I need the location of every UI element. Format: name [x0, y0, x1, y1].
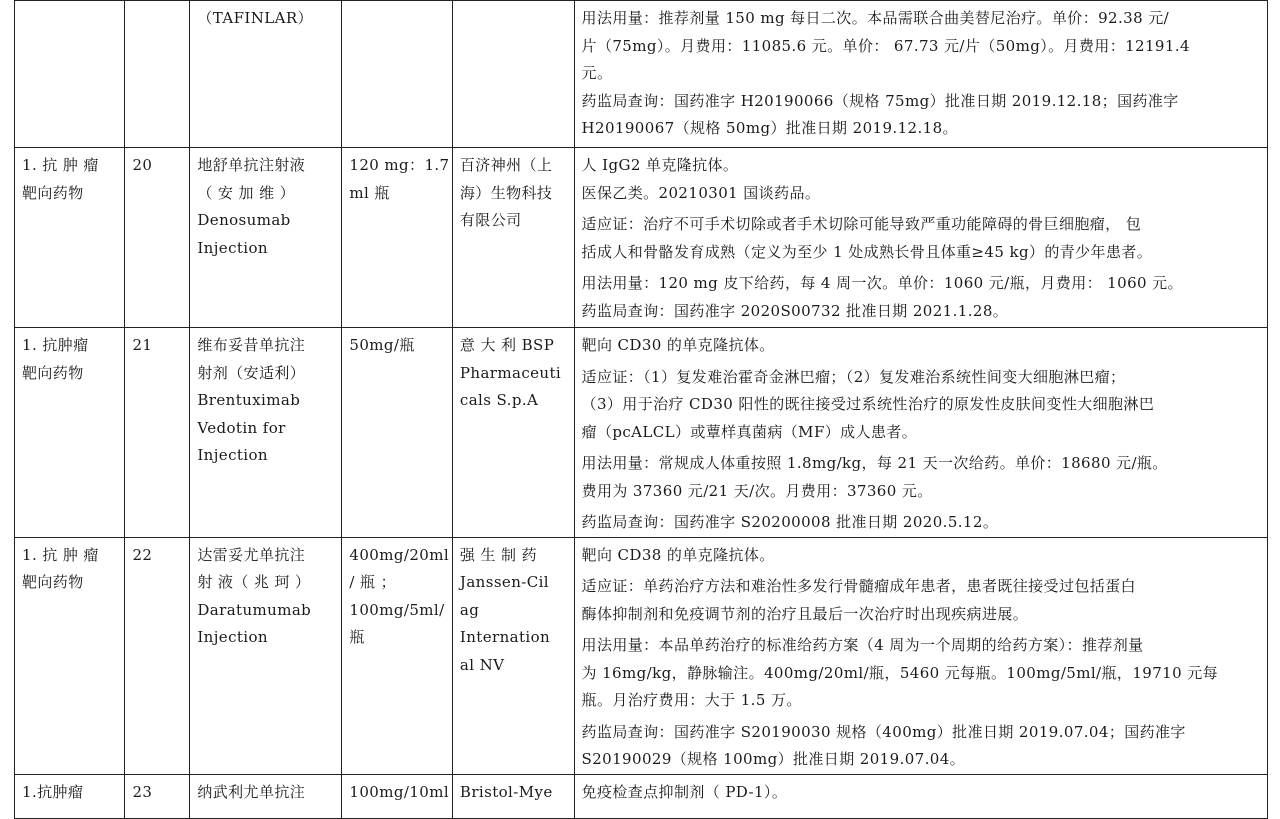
- drug-line: 射剂（安适利）: [197, 363, 306, 382]
- desc-line: 药监局查询：国药准字 S20190030 规格（400mg）批准日期 2019.07.04；国药准字: [581, 722, 1186, 741]
- table-row: [15, 328, 1268, 538]
- desc-line: 医保乙类。20210301 国谈药品。: [581, 183, 821, 202]
- spec-line: ml 瓶: [349, 183, 390, 202]
- desc-line: 瘤（pcALCL）或蕈样真菌病（MF）成人患者。: [581, 422, 918, 441]
- manufacturer-cell: [452, 148, 574, 328]
- drug-line: Vedotin for: [197, 418, 286, 437]
- table-row: [15, 774, 1268, 818]
- drug-line: Injection: [197, 628, 268, 646]
- description-cell: [574, 1, 1267, 148]
- drug-line: （TAFINLAR）: [197, 9, 313, 27]
- desc-line: 用法用量：120 mg 皮下给药，每 4 周一次。单价：1060 元/瓶，月费用： 1060 元。: [581, 274, 1183, 292]
- spec-line: 瓶: [349, 628, 365, 646]
- maker-line: Bristol-Mye: [459, 782, 553, 801]
- category-line: 1. 抗 肿 瘤: [22, 156, 99, 174]
- desc-line: 药监局查询：国药准字 2020S00732 批准日期 2021.1.28。: [581, 301, 1009, 320]
- drug-table-body: [15, 1, 1268, 819]
- drug-line: 射 液（ 兆 珂 ）: [197, 573, 311, 591]
- drug-table: [14, 0, 1268, 819]
- manufacturer-cell: [452, 1, 574, 148]
- desc-line: 费用为 37360 元/21 天/次。月费用：37360 元。: [581, 481, 933, 500]
- desc-line: 用法用量：推荐剂量 150 mg 每日二次。本品需联合曲美替尼治疗。单价：92.38 元/: [581, 9, 1170, 27]
- specification-cell: [342, 1, 452, 148]
- maker-line: 百济神州（上: [459, 156, 553, 174]
- number-value: 23: [132, 782, 153, 801]
- manufacturer-cell: [452, 328, 574, 538]
- maker-line: 强 生 制 药: [459, 545, 538, 564]
- number-value: 20: [132, 156, 153, 174]
- number-cell: [125, 537, 190, 774]
- category-line: 1. 抗 肿 瘤: [22, 545, 99, 564]
- desc-line: 用法用量：本品单药治疗的标准给药方案（4 周为一个周期的给药方案）：推荐剂量: [581, 636, 1144, 654]
- maker-line: 海）生物科技: [459, 183, 553, 202]
- specification-cell: [342, 148, 452, 328]
- maker-line: Internation: [459, 628, 551, 646]
- desc-line: 适应证：（1）复发难治霍奇金淋巴瘤；（2）复发难治系统性间变大细胞淋巴瘤；: [581, 367, 1126, 386]
- drug-line: Brentuximab: [197, 391, 301, 409]
- description-cell: [574, 148, 1267, 328]
- specification-cell: [342, 537, 452, 774]
- maker-line: al NV: [459, 655, 505, 674]
- drug-line: 地舒单抗注射液: [197, 156, 306, 174]
- desc-line: 人 IgG2 单克隆抗体。: [581, 156, 739, 174]
- number-cell: [125, 1, 190, 148]
- category-line: 1. 抗肿瘤: [22, 336, 89, 354]
- category-cell: [15, 537, 125, 774]
- table-row: [15, 1, 1268, 148]
- desc-line: 括成人和骨骼发育成熟（定义为至少 1 处成熟长骨且体重≥45 kg）的青少年患者。: [581, 242, 1153, 261]
- drug-line: （ 安 加 维 ）: [197, 183, 296, 202]
- maker-line: Pharmaceuti: [459, 363, 562, 382]
- maker-line: ag: [459, 600, 480, 619]
- spec-line: 400mg/20ml: [349, 545, 450, 564]
- category-line: 靶向药物: [22, 573, 84, 591]
- desc-line: 用法用量：常规成人体重按照 1.8mg/kg，每 21 天一次给药。单价：18680 元/瓶。: [581, 454, 1168, 472]
- drug-line: 维布妥昔单抗注: [197, 336, 306, 354]
- desc-line: 药监局查询：国药准字 S20200008 批准日期 2020.5.12。: [581, 513, 999, 531]
- desc-line: 瓶。月治疗费用：大于 1.5 万。: [581, 691, 802, 709]
- drug-line: 达雷妥尤单抗注: [197, 545, 306, 564]
- drug-line: Injection: [197, 238, 268, 257]
- drug-line: Daratumumab: [197, 600, 312, 619]
- category-cell: [15, 328, 125, 538]
- number-cell: [125, 148, 190, 328]
- description-cell: [574, 774, 1267, 818]
- number-value: 22: [132, 545, 153, 564]
- category-line: 靶向药物: [22, 183, 84, 202]
- table-row: [15, 148, 1268, 328]
- spec-line: 100mg/10ml: [349, 782, 450, 801]
- category-cell: [15, 1, 125, 148]
- manufacturer-cell: [452, 774, 574, 818]
- maker-line: 有限公司: [459, 211, 522, 229]
- drug-name-cell: [190, 328, 342, 538]
- manufacturer-cell: [452, 537, 574, 774]
- desc-line: 片（75mg）。月费用：11085.6 元。单价： 67.73 元/片（50mg）。月费用：12191.4: [581, 36, 1190, 55]
- drug-name-cell: [190, 1, 342, 148]
- maker-line: cals S.p.A: [459, 391, 539, 409]
- specification-cell: [342, 774, 452, 818]
- description-cell: [574, 328, 1267, 538]
- drug-table-page: [14, 0, 1268, 819]
- desc-line: 药监局查询：国药准字 H20190066（规格 75mg）批准日期 2019.12.18；国药准字: [581, 91, 1179, 110]
- category-line: 靶向药物: [22, 363, 84, 382]
- desc-line: 元。: [581, 64, 613, 82]
- desc-line: 免疫检查点抑制剂（ PD-1）。: [581, 782, 788, 801]
- table-row: [15, 537, 1268, 774]
- maker-line: 意 大 利 BSP: [459, 336, 555, 354]
- desc-line: 靶向 CD38 的单克隆抗体。: [581, 545, 775, 564]
- category-cell: [15, 148, 125, 328]
- number-cell: [125, 774, 190, 818]
- specification-cell: [342, 328, 452, 538]
- desc-line: 适应证：单药治疗方法和难治性多发行骨髓瘤成年患者，患者既往接受过包括蛋白: [581, 577, 1136, 595]
- desc-line: 为 16mg/kg，静脉输注。400mg/20ml/瓶，5460 元每瓶。100mg/5ml/瓶，19710 元每: [581, 663, 1219, 682]
- drug-line: 纳武利尤单抗注: [197, 782, 306, 801]
- drug-name-cell: [190, 774, 342, 818]
- desc-line: S20190029（规格 100mg）批准日期 2019.07.04。: [581, 750, 966, 768]
- drug-name-cell: [190, 148, 342, 328]
- desc-line: H20190067（规格 50mg）批准日期 2019.12.18。: [581, 119, 958, 137]
- desc-line: 适应证：治疗不可手术切除或者手术切除可能导致严重功能障碍的骨巨细胞瘤， 包: [581, 215, 1142, 233]
- category-line: 1.抗肿瘤: [22, 782, 84, 801]
- spec-line: 100mg/5ml/: [349, 600, 445, 619]
- category-cell: [15, 774, 125, 818]
- spec-line: 50mg/瓶: [349, 336, 415, 354]
- description-cell: [574, 537, 1267, 774]
- desc-line: 靶向 CD30 的单克隆抗体。: [581, 336, 775, 354]
- desc-line: 酶体抑制剂和免疫调节剂的治疗且最后一次治疗时出现疾病进展。: [581, 604, 1029, 623]
- drug-line: Injection: [197, 446, 268, 464]
- drug-name-cell: [190, 537, 342, 774]
- number-value: 21: [132, 336, 153, 354]
- drug-line: Denosumab: [197, 211, 291, 229]
- maker-line: Janssen-Cil: [459, 573, 549, 591]
- number-cell: [125, 328, 190, 538]
- spec-line: 120 mg：1.7: [349, 156, 450, 174]
- desc-line: （3）用于治疗 CD30 阳性的既往接受过系统性治疗的原发性皮肤间变性大细胞淋巴: [581, 395, 1155, 413]
- spec-line: / 瓶 ；: [349, 573, 397, 591]
